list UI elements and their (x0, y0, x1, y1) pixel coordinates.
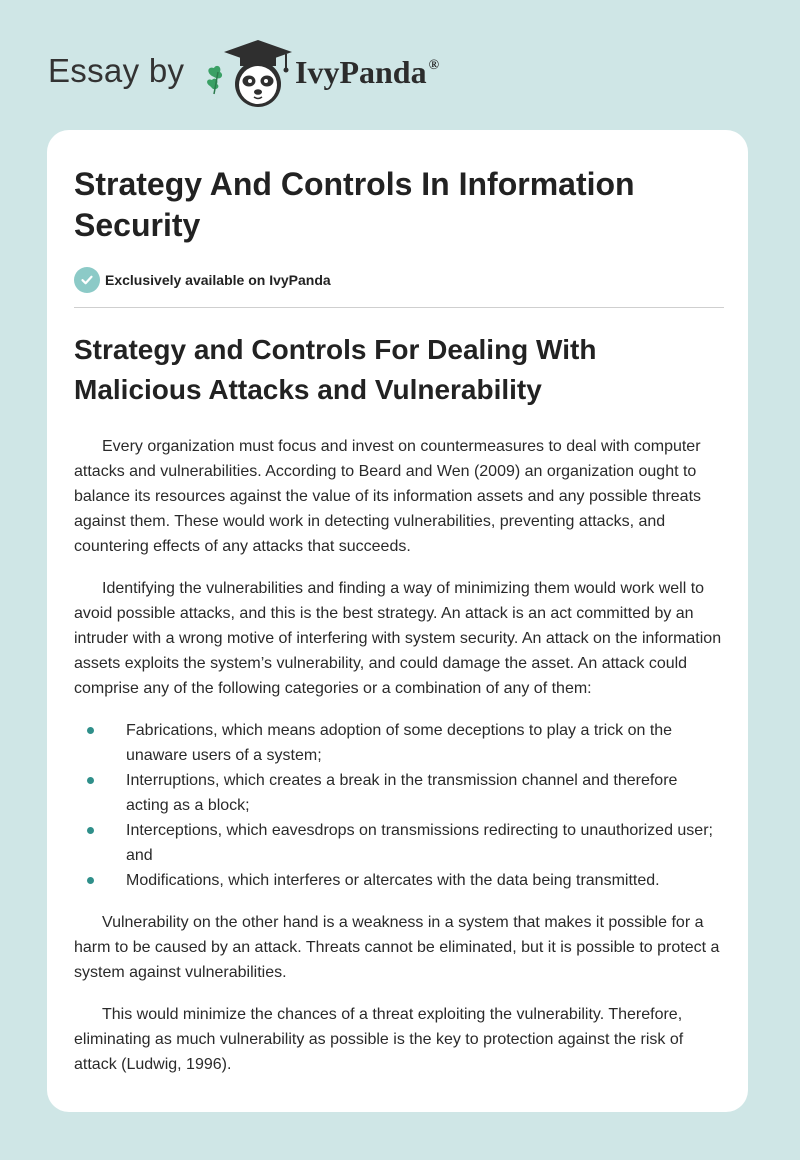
bullet-icon (87, 727, 94, 734)
paragraph: This would minimize the chances of a threat exploiting the vulnerability. Therefore, eliminating as much vulnerability as possible is the key to protection against the risk of attack (Ludwig, 1996). (74, 1006, 684, 1073)
bullet-icon (87, 877, 94, 884)
check-circle-icon (74, 267, 100, 293)
paragraph: Identifying the vulnerabilities and finding a way of minimizing them would work well to avoid possible attacks, and this is the best strategy. An attack is an act committed by an intruder with a wrong motive of interfering with system security. An attack on the information assets exploits the system’s vulnerability, and could damage the asset. An attack could comprise any of the following categories or a combination of any of them: (74, 580, 722, 697)
site-header (48, 32, 752, 112)
ivypanda-logo[interactable] (202, 36, 294, 112)
essay-card (47, 130, 748, 1112)
attack-categories-list (74, 718, 724, 893)
list-item: Interruptions, which creates a break in the transmission channel and therefore acting as a block; (74, 768, 724, 818)
divider (74, 307, 724, 308)
bullet-icon (87, 777, 94, 784)
list-item: Interceptions, which eavesdrops on transmissions redirecting to unauthorized user; and (74, 818, 724, 868)
exclusive-badge-label: Exclusively available on IvyPanda (105, 272, 331, 288)
page-title: Strategy And Controls In Information Security (74, 166, 635, 243)
ivy-leaf-icon (207, 66, 222, 94)
paragraph: Every organization must focus and invest on countermeasures to deal with computer attacks and vulnerabilities. According to Beard and Wen (2009) an organization ought to balance its resources against the value of its information assets and any possible threats against them. These would work in detecting vulnerabilities, preventing attacks, and countering effects of any attacks that succeeds. (74, 438, 702, 555)
bullet-icon (87, 827, 94, 834)
panda-graduate-logo-icon (202, 36, 294, 112)
exclusive-badge (74, 267, 724, 293)
essay-content (74, 164, 724, 1077)
section-heading: Strategy and Controls For Dealing With Malicious Attacks and Vulnerability (74, 334, 597, 405)
list-item: Modifications, which interferes or altercates with the data being transmitted. (74, 868, 724, 893)
paragraph: Vulnerability on the other hand is a weakness in a system that makes it possible for a harm to be caused by an attack. Threats cannot be eliminated, but it is possible to protect a system against vulnerabilities. (74, 914, 720, 981)
essay-by-label: Essay by (48, 52, 185, 89)
list-item: Fabrications, which means adoption of some deceptions to play a trick on the unaware users of a system; (74, 718, 724, 768)
brand-name[interactable]: IvyPanda ® (295, 54, 440, 90)
